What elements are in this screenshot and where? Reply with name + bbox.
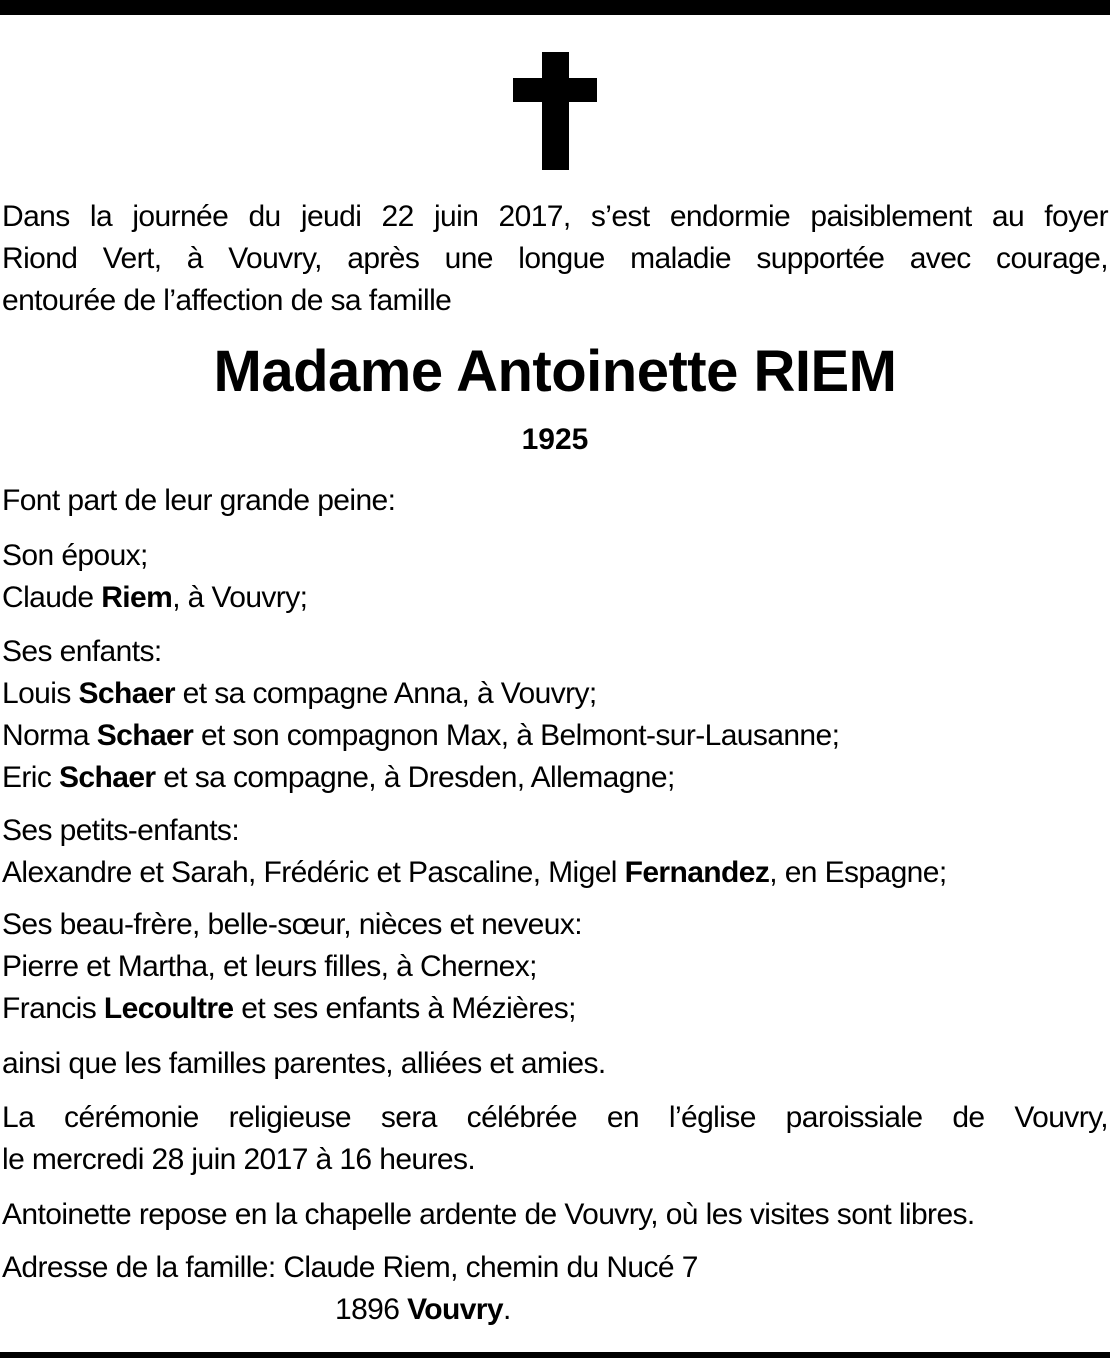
spouse-line: Claude Riem, à Vouvry; [2,581,308,614]
birth-year: 1925 [521,423,589,456]
inlaws-line: Francis Lecoultre et ses enfants à Mézières; [2,992,576,1025]
children-heading: Ses enfants: [2,635,162,668]
spouse-heading: Son époux; [2,539,148,572]
inlaws-heading: Ses beau-frère, belle-sœur, nièces et neveux: [2,908,582,941]
intro-line: Dans la journée du jeudi 22 juin 2017, s’est endormie paisiblement au foyer [2,200,1108,233]
ceremony-paragraph [2,1097,1108,1181]
families-text: ainsi que les familles parentes, alliées et amies. [2,1047,606,1080]
spouse-section [2,535,1108,619]
intro-line: entourée de l’affection de sa famille [2,284,452,317]
children-section [2,631,1108,799]
grandchildren-heading: Ses petits-enfants: [2,814,240,847]
intro-paragraph [2,196,1108,322]
ceremony-line: le mercredi 28 juin 2017 à 16 heures. [2,1143,476,1176]
cross-icon [513,52,597,170]
child-line: Eric Schaer et sa compagne, à Dresden, Allemagne; [2,761,675,794]
grandchildren-section [2,810,1108,894]
child-line: Norma Schaer et son compagnon Max, à Belmont-sur-Lausanne; [2,719,840,752]
announce-text: Font part de leur grande peine: [2,484,396,517]
intro-line: Riond Vert, à Vouvry, après une longue maladie supportée avec courage, [2,242,1108,275]
address-line: 1896 Vouvry. [335,1293,511,1326]
address-line: Adresse de la famille: Claude Riem, chemin du Nucé 7 [2,1251,698,1284]
repose-text: Antoinette repose en la chapelle ardente de Vouvry, où les visites sont libres. [2,1198,975,1231]
ceremony-line: La cérémonie religieuse sera célébrée en l’église paroissiale de Vouvry, [2,1101,1108,1134]
inlaws-section [2,904,1108,1030]
inlaws-line: Pierre et Martha, et leurs filles, à Chernex; [2,950,537,983]
top-rule [0,0,1110,15]
child-line: Louis Schaer et sa compagne Anna, à Vouvry; [2,677,597,710]
grandchildren-line: Alexandre et Sarah, Frédéric et Pascaline, Migel Fernandez, en Espagne; [2,856,947,889]
bottom-rule [0,1352,1110,1358]
deceased-name: Madame Antoinette RIEM [213,339,897,404]
address-section [2,1247,1108,1331]
